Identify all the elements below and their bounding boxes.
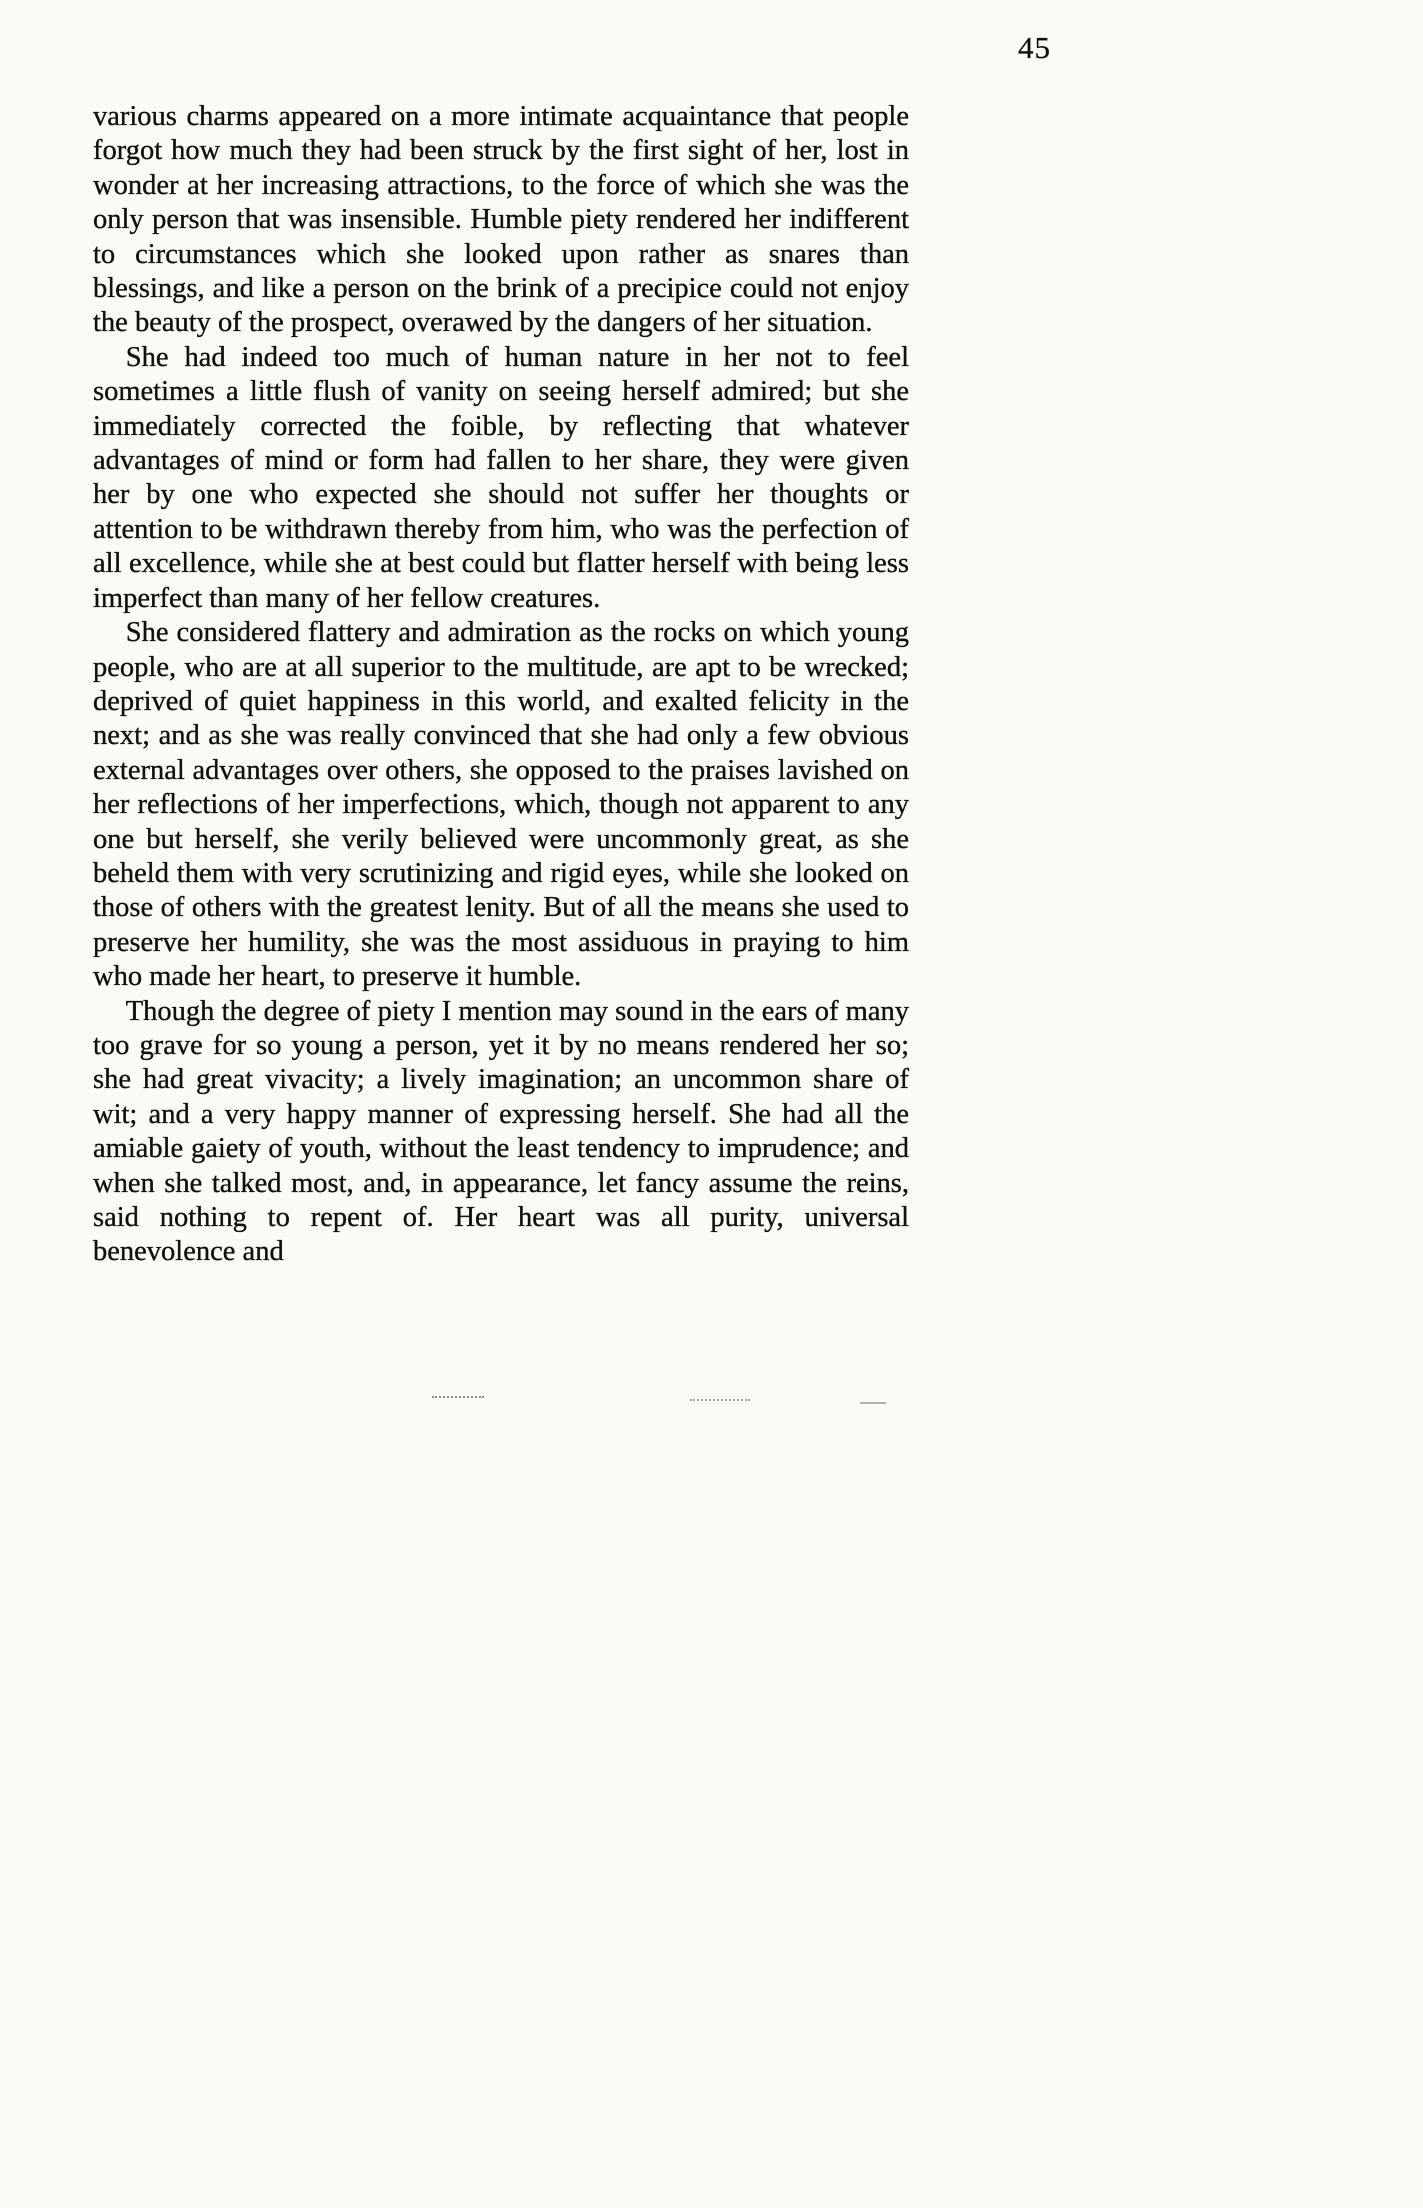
paragraph: various charms appeared on a more intimate acquaintance that people forgot how much they had been struck by the first sight of her, lost in wonder at her increasing attractions, to the force of which she was the only person that was insensible. Humble piety rendered her indifferent to circumstances which she looked upon rather as snares than blessings, and like a person on the brink of a precipice could not enjoy the beauty of the prospect, overawed by the dangers of her situation. [93,101,909,339]
page-number: 45 [1018,30,1051,65]
paragraph: She considered flattery and admiration as the rocks on which young people, who are at all superior to the multitude, are apt to be wrecked; deprived of quiet happiness in this world, and exalted felicity in the next; and as she was really convinced that she had only a few obvious external advantages over others, she opposed to the praises lavished on her reflections of her imperfections, which, though not apparent to any one but herself, she verily believed were uncommonly great, as she beheld them with very scrutinizing and rigid eyes, while she looked on those of others with the greatest lenity. But of all the means she used to preserve her humility, she was the most assiduous in praying to him who made her heart, to preserve it humble. [93,617,909,993]
scan-artifact [432,1396,484,1398]
body-text [93,100,909,1270]
scan-artifact [690,1399,750,1401]
paragraph: Though the degree of piety I mention may sound in the ears of many too grave for so young a person, yet it by no means rendered her so; she had great vivacity; a lively imagination; an uncommon share of wit; and a very happy manner of expressing herself. She had all the amiable gaiety of youth, without the least tendency to imprudence; and when she talked most, and, in appearance, let fancy assume the reins, said nothing to repent of. Her heart was all purity, universal benevolence and [93,995,909,1268]
paragraph: She had indeed too much of human nature in her not to feel sometimes a little flush of vanity on seeing herself admired; but she immediately corrected the foible, by reflecting that whatever advantages of mind or form had fallen to her share, they were given her by one who expected she should not suffer her thoughts or attention to be withdrawn thereby from him, who was the perfection of all excellence, while she at best could but flatter herself with being less imperfect than many of her fellow creatures. [93,341,909,614]
scan-artifact [860,1402,886,1404]
